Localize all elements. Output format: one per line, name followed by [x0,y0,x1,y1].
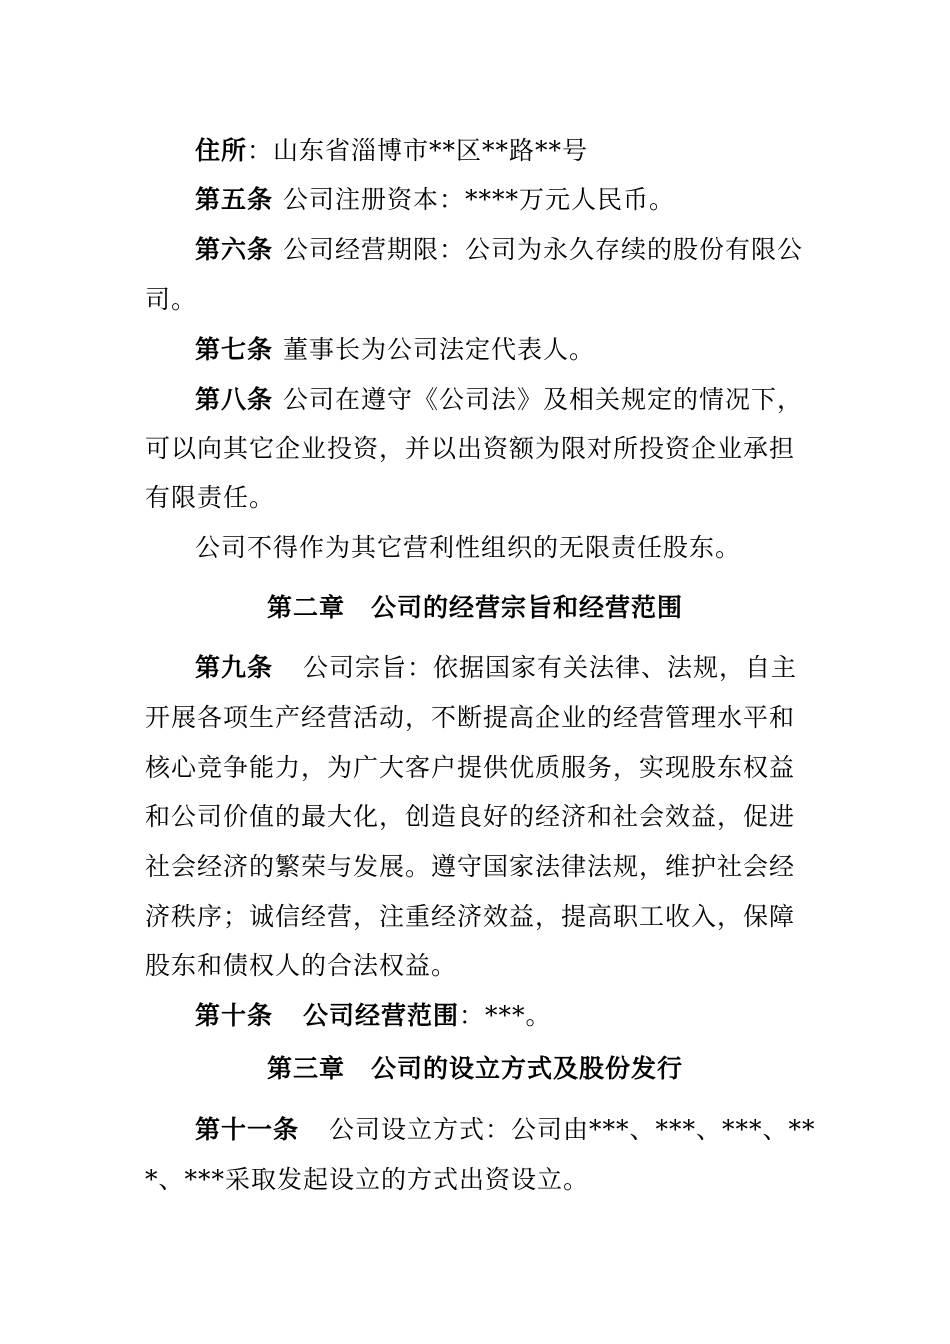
chapter-2-title: 第二章 公司的经营宗旨和经营范围 [266,593,683,622]
article-8-line-1 [195,384,803,416]
article-6-label: 第六条 [195,235,274,264]
article-6-line-1 [195,234,803,266]
article-10 [195,1000,552,1032]
article-8-label: 第八条 [195,385,274,414]
article-11-line-1 [195,1114,816,1146]
article-7-label: 第七条 [195,335,274,364]
address-line [195,135,588,167]
article-9-line-1 [195,652,797,684]
article-6-line-2: 司。 [145,285,198,314]
article-9-label: 第九条 [195,653,274,682]
article-7 [195,334,595,366]
article-6-text-1: 公司经营期限：公司为永久存续的股份有限公 [283,235,804,264]
article-10-label: 第十条 [195,1001,274,1030]
article-10-bold-text: 公司经营范围 [303,1001,460,1030]
chapter-3-title: 第三章 公司的设立方式及股份发行 [266,1054,683,1083]
article-11-label: 第十一条 [195,1115,300,1144]
article-9-text-1: 公司宗旨：依据国家有关法律、法规，自主 [303,653,798,682]
article-9-line-2: 开展各项生产经营活动，不断提高企业的经营管理水平和 [145,703,796,732]
article-8-line-2: 可以向其它企业投资，并以出资额为限对所投资企业承担 [145,434,796,463]
article-8-text-1: 公司在遵守《公司法》及相关规定的情况下， [283,385,804,414]
article-10-text: ：***。 [459,1001,552,1030]
address-text: ：山东省淄博市**区**路**号 [247,136,589,165]
article-9-line-3: 核心竞争能力，为广大客户提供优质服务，实现股东权益 [145,753,796,782]
article-9-line-7: 股东和债权人的合法权益。 [145,951,458,980]
article-9-line-4: 和公司价值的最大化，创造良好的经济和社会效益，促进 [145,802,796,831]
article-8-para-2: 公司不得作为其它营利性组织的无限责任股东。 [195,533,742,562]
article-5-label: 第五条 [195,185,274,214]
address-label: 住所 [195,136,248,165]
article-11-text-1: 公司设立方式：公司由***、***、***、** [329,1115,816,1144]
article-7-text: 董事长为公司法定代表人。 [283,335,596,364]
article-5-text: 公司注册资本：****万元人民币。 [283,185,676,214]
article-9-line-5: 社会经济的繁荣与发展。遵守国家法律法规，维护社会经 [145,852,796,881]
article-9-line-6: 济秩序；诚信经营，注重经济效益，提高职工收入，保障 [145,902,796,931]
article-5 [195,184,675,216]
article-8-line-3: 有限责任。 [145,483,276,512]
article-11-line-2: *、***采取发起设立的方式出资设立。 [145,1165,590,1194]
